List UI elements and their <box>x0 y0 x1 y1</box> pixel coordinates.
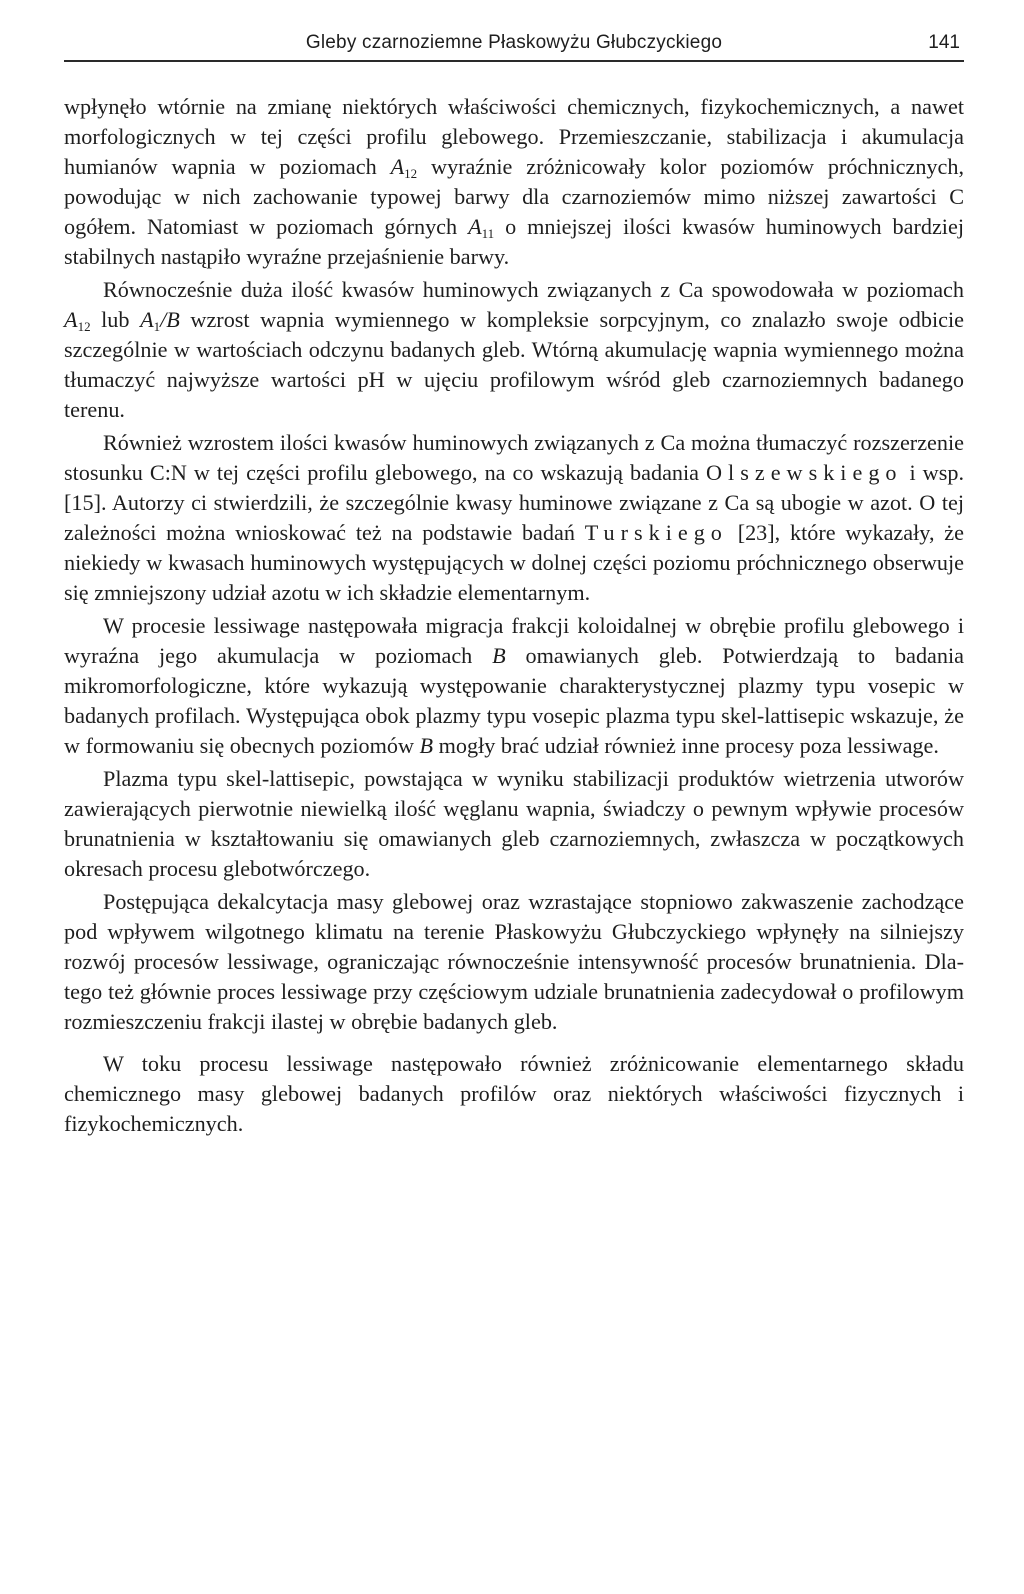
text-run: i wsp. [15]. Autorzy ci stwierdzili, że szczególnie kwasy huminowe związane z Ca są ubogie w azot. O tej zależności można wnioskować też na podstawie badań <box>64 460 964 545</box>
paragraph-7: W toku procesu lessiwage następowało również zróżnicowanie elementarnego składu chemicznego masy glebowej badanych profilów oraz niektórych właściwości fizycznych i fizykochemicznych. <box>64 1051 964 1136</box>
author-name: Olszewskiego <box>706 460 903 485</box>
author-name: Turskiego <box>584 520 728 545</box>
text-run: [23], które wykazały, że niekiedy w kwasach huminowych występujących w dolnej części poziomu próchnicznego obserwuje się zmniejszony udział azotu w ich składzie elementarnym. <box>64 520 964 605</box>
running-title: Gleby czarnoziemne Płaskowyżu Głubczyckiego <box>305 32 723 53</box>
text-run: omawianych gleb. Potwierdzają to badania mikromorfologiczne, które wykazują występowanie charakterystycznej plazmy typu vosepic w badanych profilach. Występująca obok plazmy typu vosepic plazma typu skel-lattisepic wskazuje, że w formowaniu się obecnych poziomów <box>64 643 964 758</box>
text-run: lub <box>90 307 141 332</box>
paragraph-6: Postępująca dekalcytacja masy glebowej oraz wzrastające stopniowo zakwaszenie zachodzące pod wpływem wilgotnego klimatu na terenie Płaskowyżu Głubczyckiego wpłynęły na silniejszy rozwój procesów lessiwage, ograniczając równocześnie intensywność procesów brunatnienia. Dlatego też głównie proces lessiwage przy częściowym udziale brunatnienia zadecydował o profilowym rozmieszczeniu frakcji ilastej w obrębie badanych gleb. <box>64 889 964 1034</box>
paragraph-2 <box>64 275 964 425</box>
horizon-subscript: 11 <box>481 226 495 241</box>
text-run: wzrost wapnia wymiennego w kompleksie sorpcyjnym, co znalazło swoje odbicie szczególnie w wartościach odczynu badanych gleb. Wtórną akumulację wapnia wymiennego można tłumaczyć najwyższe wartości pH w ujęciu profilowym wśród gleb czarnoziemnych badanego terenu. <box>64 307 964 422</box>
paragraph-1 <box>64 92 964 272</box>
horizon-subscript: 12 <box>404 166 418 181</box>
horizon-symbol: A <box>390 154 405 179</box>
text-run: W procesie lessiwage następowała migracja frakcji koloidalnej w obrębie profilu glebowego i wyraźna jego akumulacja w poziomach <box>64 613 964 668</box>
horizon-subscript: 1 <box>153 319 161 334</box>
horizon-subscript: 12 <box>77 319 91 334</box>
text-run: o mniejszej ilości kwasów huminowych bardziej stabilnych nastąpiło wyraźne przejaśnienie barwy. <box>64 214 964 269</box>
paragraph-5: Plazma typu skel-lattisepic, powstająca w wyniku stabilizacji produktów wietrzenia utworów zawierających pierwotnie niewielką ilość węglanu wapnia, świadczy o pewnym wpływie procesów brunatnienia w kształtowaniu się omawianych gleb czarnoziemnych, zwłaszcza w początkowych okresach procesu glebotwórczego. <box>64 766 964 881</box>
horizon-symbol: /B <box>160 307 180 332</box>
book-page <box>64 28 964 1142</box>
horizon-symbol: B <box>419 733 434 758</box>
page-number: 141 <box>928 32 960 53</box>
paragraph-4 <box>64 611 964 761</box>
horizon-symbol: A <box>64 307 78 332</box>
horizon-symbol: B <box>492 643 506 668</box>
text-run: mogły brać udział również inne procesy poza lessiwage. <box>433 733 939 758</box>
text-run: Również wzrostem ilości kwasów huminowych związanych z Ca można tłumaczyć rozszerzenie stosunku C:N w tej części profilu glebowego, na co wskazują badania <box>64 430 964 485</box>
text-run: wyraźnie zróżnicowały kolor poziomów próchnicznych, powodując w nich zachowanie typowej barwy dla czarnoziemów mimo niższej zawartości C ogółem. Natomiast w poziomach górnych <box>64 154 965 239</box>
text-run: wpłynęło wtórnie na zmianę niektórych właściwości chemicznych, fizykochemicznych, a nawet morfologicznych w tej części profilu glebowego. Przemieszczanie, stabilizacja i akumulacja humianów wapnia w poziomach <box>64 94 964 179</box>
text-run: Równocześnie duża ilość kwasów huminowych związanych z Ca spowodowała w poziomach <box>103 277 964 302</box>
paragraph-3 <box>64 428 964 608</box>
horizon-symbol: A <box>140 307 154 332</box>
running-header <box>64 28 964 62</box>
body-text <box>64 92 964 1139</box>
horizon-symbol: A <box>468 214 482 239</box>
